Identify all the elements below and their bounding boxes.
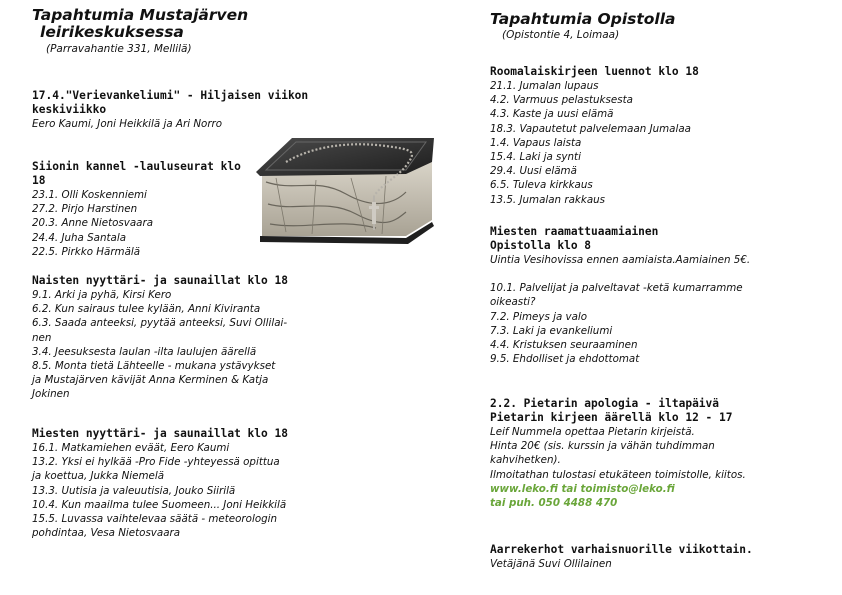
list-item: ja Mustajärven kävijät Anna Kerminen & Katja: [32, 374, 269, 387]
spacer-line: [490, 267, 820, 281]
list-item: 18.3. Vapautetut palvelemaan Jumalaa: [490, 122, 691, 135]
left-title-line: Tapahtumia Mustajärven: [32, 6, 249, 24]
list-item: oikeasti?: [490, 296, 536, 309]
section-heading: Roomalaiskirjeen luennot klo 18: [490, 65, 699, 78]
right-section-1: [490, 65, 810, 207]
section-heading: Naisten nyyttäri- ja saunaillat klo 18: [32, 274, 288, 287]
right-title: Tapahtumia Opistolla: [490, 10, 676, 28]
list-item: 29.4. Uusi elämä: [490, 165, 577, 178]
list-item: 3.4. Jeesuksesta laulan -ilta laulujen äärellä: [32, 345, 257, 358]
contact-phone[interactable]: tai puh. 050 4488 470: [490, 497, 618, 510]
list-item: 4.4. Kristuksen seuraaminen: [490, 339, 638, 352]
section-heading: Siionin kannel -lauluseurat klo 18: [32, 160, 241, 187]
section-heading: Miesten nyyttäri- ja saunaillat klo 18: [32, 427, 288, 440]
list-item: Jokinen: [32, 388, 70, 401]
list-item: 7.2. Pimeys ja valo: [490, 310, 588, 323]
bible-illustration: [256, 132, 436, 244]
list-item: Leif Nummela opettaa Pietarin kirjeistä.: [490, 426, 695, 438]
list-item: 27.2. Pirjo Harstinen: [32, 203, 138, 216]
list-item: Hinta 20€ (sis. kurssin ja vähän tuhdimman: [490, 440, 715, 453]
list-item: 13.2. Yksi ei hylkää -Pro Fide -yhteyessä opittua: [32, 456, 280, 469]
section-heading: Opistolla klo 8: [490, 239, 592, 252]
list-item: 6.5. Tuleva kirkkaus: [490, 179, 593, 192]
section-heading: 17.4."Verievankeliumi" - Hiljaisen viikon: [32, 89, 309, 102]
list-item: 6.2. Kun sairaus tulee kylään, Anni Kiviranta: [32, 303, 261, 316]
left-address: (Parravahantie 331, Mellilä): [46, 43, 192, 55]
left-section-2: [32, 160, 252, 259]
right-section-3: [490, 397, 820, 510]
left-section-4: [32, 427, 332, 540]
list-item: 9.5. Ehdolliset ja ehdottomat: [490, 353, 640, 366]
list-item: Uintia Vesihovissa ennen aamiaista.Aamiainen 5€.: [490, 254, 751, 266]
list-item: pohdintaa, Vesa Nietosvaara: [32, 527, 181, 540]
list-item: 1.4. Vapaus laista: [490, 136, 582, 149]
section-heading: 2.2. Pietarin apologia - iltapäivä: [490, 397, 720, 410]
section-heading: Pietarin kirjeen äärellä klo 12 - 17: [490, 411, 733, 424]
left-title: [32, 7, 248, 41]
list-item: 9.1. Arki ja pyhä, Kirsi Kero: [32, 289, 172, 301]
list-item: 4.3. Kaste ja uusi elämä: [490, 108, 614, 121]
right-address: (Opistontie 4, Loimaa): [502, 29, 620, 41]
list-item: kahvihetken).: [490, 454, 561, 467]
list-item: 21.1. Jumalan lupaus: [490, 80, 599, 92]
list-item: 6.3. Saada anteeksi, pyytää anteeksi, Suvi Ollilai-: [32, 317, 288, 330]
right-section-2: [490, 225, 820, 366]
list-item: ja koettua, Jukka Niemelä: [32, 470, 165, 483]
list-item: 13.5. Jumalan rakkaus: [490, 193, 606, 206]
list-item: 22.5. Pirkko Härmälä: [32, 245, 141, 258]
list-item: 15.5. Luvassa vaihtelevaa säätä - meteorologin: [32, 513, 278, 526]
list-item: 15.4. Laki ja synti: [490, 151, 581, 164]
list-item: 10.4. Kun maailma tulee Suomeen... Joni Heikkilä: [32, 498, 287, 511]
list-item: 7.3. Laki ja evankeliumi: [490, 324, 613, 337]
contact-web-email[interactable]: www.leko.fi tai toimisto@leko.fi: [490, 482, 675, 495]
section-heading: keskiviikko: [32, 103, 107, 116]
section-heading: Aarrekerhot varhaisnuorille viikottain.: [490, 543, 753, 556]
list-item: 4.2. Varmuus pelastuksesta: [490, 94, 633, 107]
list-item: 16.1. Matkamiehen eväät, Eero Kaumi: [32, 442, 230, 454]
list-item: 8.5. Monta tietä Lähteelle - mukana ystävykset: [32, 360, 276, 373]
left-title-line: leirikeskuksessa: [40, 23, 184, 41]
list-item: Ilmoitathan tulostasi etukäteen toimistolle, kiitos.: [490, 468, 746, 481]
list-item: Eero Kaumi, Joni Heikkilä ja Ari Norro: [32, 118, 223, 130]
list-item: 13.3. Uutisia ja valeuutisia, Jouko Siirilä: [32, 484, 236, 497]
list-item: 24.4. Juha Santala: [32, 231, 127, 244]
left-section-3: [32, 274, 332, 402]
bible-with-rosary-icon: [256, 132, 436, 244]
left-section-1: [32, 89, 322, 131]
list-item: nen: [32, 331, 52, 344]
list-item: 23.1. Olli Koskenniemi: [32, 189, 147, 201]
section-heading: Miesten raamattuaamiainen: [490, 225, 659, 238]
list-item: 10.1. Palvelijat ja palveltavat -ketä kumarramme: [490, 282, 743, 295]
list-item: 20.3. Anne Nietosvaara: [32, 217, 154, 230]
list-item: Vetäjänä Suvi Ollilainen: [490, 558, 612, 570]
right-section-4: [490, 543, 820, 571]
